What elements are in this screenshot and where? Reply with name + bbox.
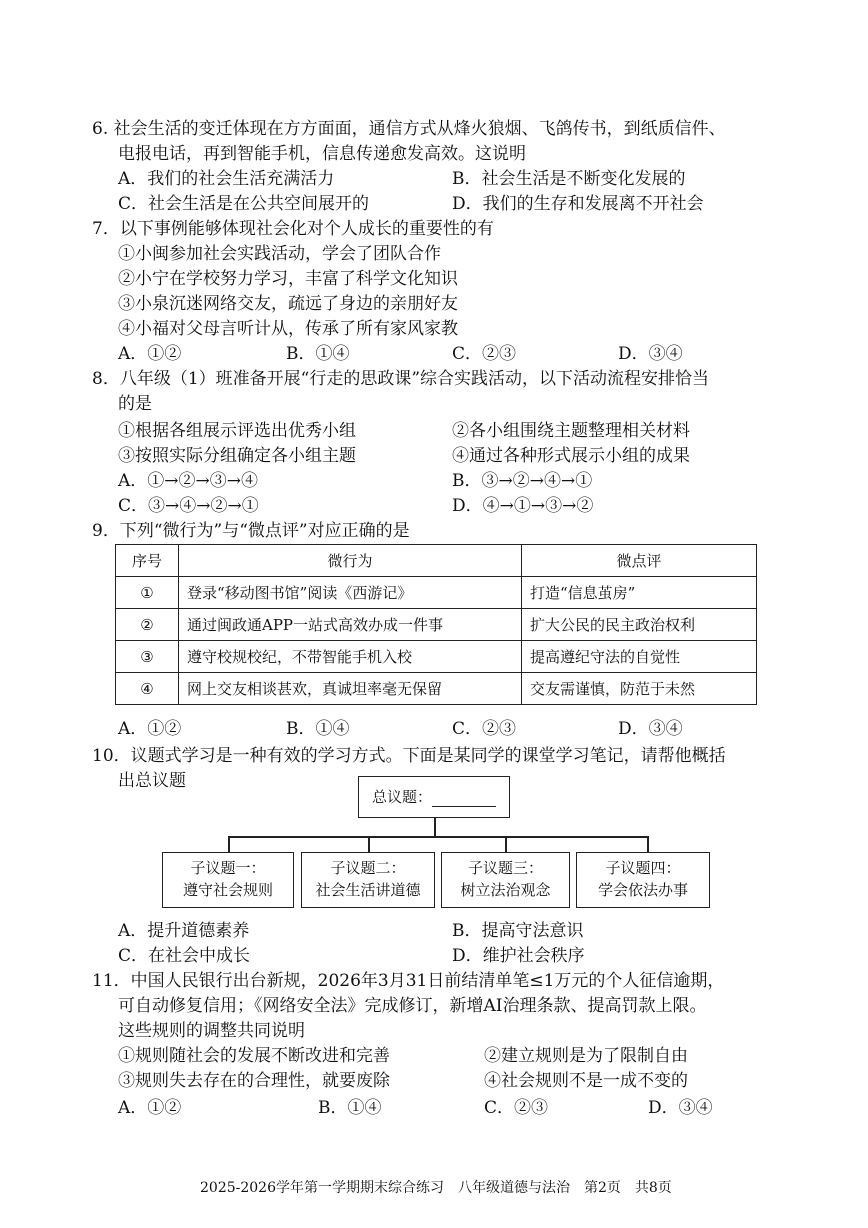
sub-topic-box xyxy=(301,852,435,908)
table-cell: ② xyxy=(116,609,179,641)
table-cell: 通过闽政通APP一站式高效办成一件事 xyxy=(179,609,522,641)
q7-option-a: A．①② xyxy=(118,344,182,364)
q11-statement-1: ①规则随社会的发展不断改进和完善 xyxy=(118,1046,390,1066)
q11-stem-line2: 可自动修复信用；《网络安全法》完成修订，新增AI治理条款、提高罚款上限。 xyxy=(118,996,707,1016)
q10-option-d: D．维护社会秩序 xyxy=(452,946,585,966)
page-footer: 2025-2026学年第一学期期末综合练习 八年级道德与法治 第2页 共8页 xyxy=(200,1180,672,1196)
q11-statement-3: ③规则失去存在的合理性，就要废除 xyxy=(118,1071,390,1091)
q8-stem-line2: 的是 xyxy=(118,394,152,414)
q11-option-b: B．①④ xyxy=(318,1098,382,1118)
diagram-connector xyxy=(228,836,230,852)
sub-topic-text: 树立法治观念 xyxy=(460,881,551,899)
sub-topic-text: 社会生活讲道德 xyxy=(315,881,421,899)
table-header-cell: 微行为 xyxy=(179,545,522,577)
table-row xyxy=(116,641,757,673)
q11-stem-line3: 这些规则的调整共同说明 xyxy=(118,1021,305,1041)
q9-table xyxy=(115,544,757,705)
diagram-connector xyxy=(647,836,649,852)
q10-stem-line2: 出总议题 xyxy=(118,771,186,791)
table-cell: 打造“信息茧房” xyxy=(522,577,757,609)
sub-topic-box xyxy=(162,852,294,908)
q7-option-c: C．②③ xyxy=(452,344,517,364)
table-cell: ③ xyxy=(116,641,179,673)
sub-topic-box xyxy=(441,852,570,908)
table-row xyxy=(116,673,757,705)
q9-option-b: B．①④ xyxy=(286,719,350,739)
answer-blank xyxy=(432,790,496,807)
q10-option-b: B．提高守法意识 xyxy=(452,921,584,941)
q7-stem: 7．以下事例能够体现社会化对个人成长的重要性的有 xyxy=(92,219,494,239)
q9-option-a: A．①② xyxy=(118,719,182,739)
table-cell: 提高遵纪守法的自觉性 xyxy=(522,641,757,673)
diagram-connector xyxy=(228,836,648,838)
q7-option-d: D．③④ xyxy=(618,344,683,364)
q8-step-1: ①根据各组展示评选出优秀小组 xyxy=(118,421,356,441)
sub-topic-title: 子议题四： xyxy=(605,859,681,877)
q11-option-c: C．②③ xyxy=(484,1098,549,1118)
q8-step-4: ④通过各种形式展示小组的成果 xyxy=(452,446,690,466)
sub-topic-title: 子议题三： xyxy=(467,859,543,877)
q11-statement-4: ④社会规则不是一成不变的 xyxy=(484,1071,688,1091)
q6-option-c: C．社会生活是在公共空间展开的 xyxy=(118,194,370,214)
q10-option-a: A．提升道德素养 xyxy=(118,921,250,941)
diagram-connector xyxy=(505,836,507,852)
diagram-connector xyxy=(368,836,370,852)
table-cell: 登录“移动图书馆”阅读《西游记》 xyxy=(179,577,522,609)
main-topic-box xyxy=(358,776,510,818)
q8-stem-line1: 8．八年级（1）班准备开展“行走的思政课”综合实践活动，以下活动流程安排恰当 xyxy=(92,369,710,389)
main-topic-label: 总议题： xyxy=(371,788,432,806)
table-header-cell: 微点评 xyxy=(522,545,757,577)
table-header-row xyxy=(116,545,757,577)
q6-option-a: A．我们的社会生活充满活力 xyxy=(118,169,335,189)
table-cell: 交友需谨慎，防范于未然 xyxy=(522,673,757,705)
q8-option-d: D．④→①→③→② xyxy=(452,496,594,516)
q8-option-b: B．③→②→④→① xyxy=(452,471,593,491)
q8-option-a: A．①→②→③→④ xyxy=(118,471,259,491)
q7-statement-1: ①小闽参加社会实践活动，学会了团队合作 xyxy=(118,244,441,264)
table-cell: ④ xyxy=(116,673,179,705)
q11-statement-2: ②建立规则是为了限制自由 xyxy=(484,1046,688,1066)
sub-topic-text: 遵守社会规则 xyxy=(182,881,273,899)
q9-option-d: D．③④ xyxy=(618,719,683,739)
q11-option-a: A．①② xyxy=(118,1098,182,1118)
sub-topic-title: 子议题一： xyxy=(190,859,266,877)
q7-statement-4: ④小福对父母言听计从，传承了所有家风家教 xyxy=(118,319,458,339)
sub-topic-title: 子议题二： xyxy=(330,859,406,877)
sub-topic-text: 学会依法办事 xyxy=(597,881,688,899)
q9-stem: 9．下列“微行为”与“微点评”对应正确的是 xyxy=(92,521,410,541)
q10-stem-line1: 10．议题式学习是一种有效的学习方式。下面是某同学的课堂学习笔记，请帮他概括 xyxy=(92,746,726,766)
q8-option-c: C．③→④→②→① xyxy=(118,496,259,516)
table-cell: 扩大公民的民主政治权利 xyxy=(522,609,757,641)
table-row xyxy=(116,577,757,609)
q7-statement-3: ③小泉沉迷网络交友，疏远了身边的亲朋好友 xyxy=(118,294,458,314)
q7-statement-2: ②小宁在学校努力学习，丰富了科学文化知识 xyxy=(118,269,458,289)
q7-option-b: B．①④ xyxy=(286,344,350,364)
q10-option-c: C．在社会中成长 xyxy=(118,946,251,966)
q6-stem-line2: 电报电话，再到智能手机，信息传递愈发高效。这说明 xyxy=(118,144,526,164)
q6-stem-line1: 6. 社会生活的变迁体现在方方面面，通信方式从烽火狼烟、飞鸽传书，到纸质信件、 xyxy=(92,119,726,139)
q6-option-d: D．我们的生存和发展离不开社会 xyxy=(452,194,704,214)
q8-step-3: ③按照实际分组确定各小组主题 xyxy=(118,446,356,466)
table-row xyxy=(116,609,757,641)
q9-option-c: C．②③ xyxy=(452,719,517,739)
table-cell: 网上交友相谈甚欢，真诚坦率毫无保留 xyxy=(179,673,522,705)
sub-topic-box xyxy=(576,852,710,908)
q11-stem-line1: 11．中国人民银行出台新规，2026年3月31日前结清单笔≤1万元的个人征信逾期， xyxy=(92,971,725,991)
table-cell: 遵守校规校纪，不带智能手机入校 xyxy=(179,641,522,673)
table-cell: ① xyxy=(116,577,179,609)
q8-step-2: ②各小组围绕主题整理相关材料 xyxy=(452,421,690,441)
table-header-cell: 序号 xyxy=(116,545,179,577)
diagram-connector xyxy=(434,817,436,837)
q6-option-b: B．社会生活是不断变化发展的 xyxy=(452,169,686,189)
q11-option-d: D．③④ xyxy=(648,1098,713,1118)
